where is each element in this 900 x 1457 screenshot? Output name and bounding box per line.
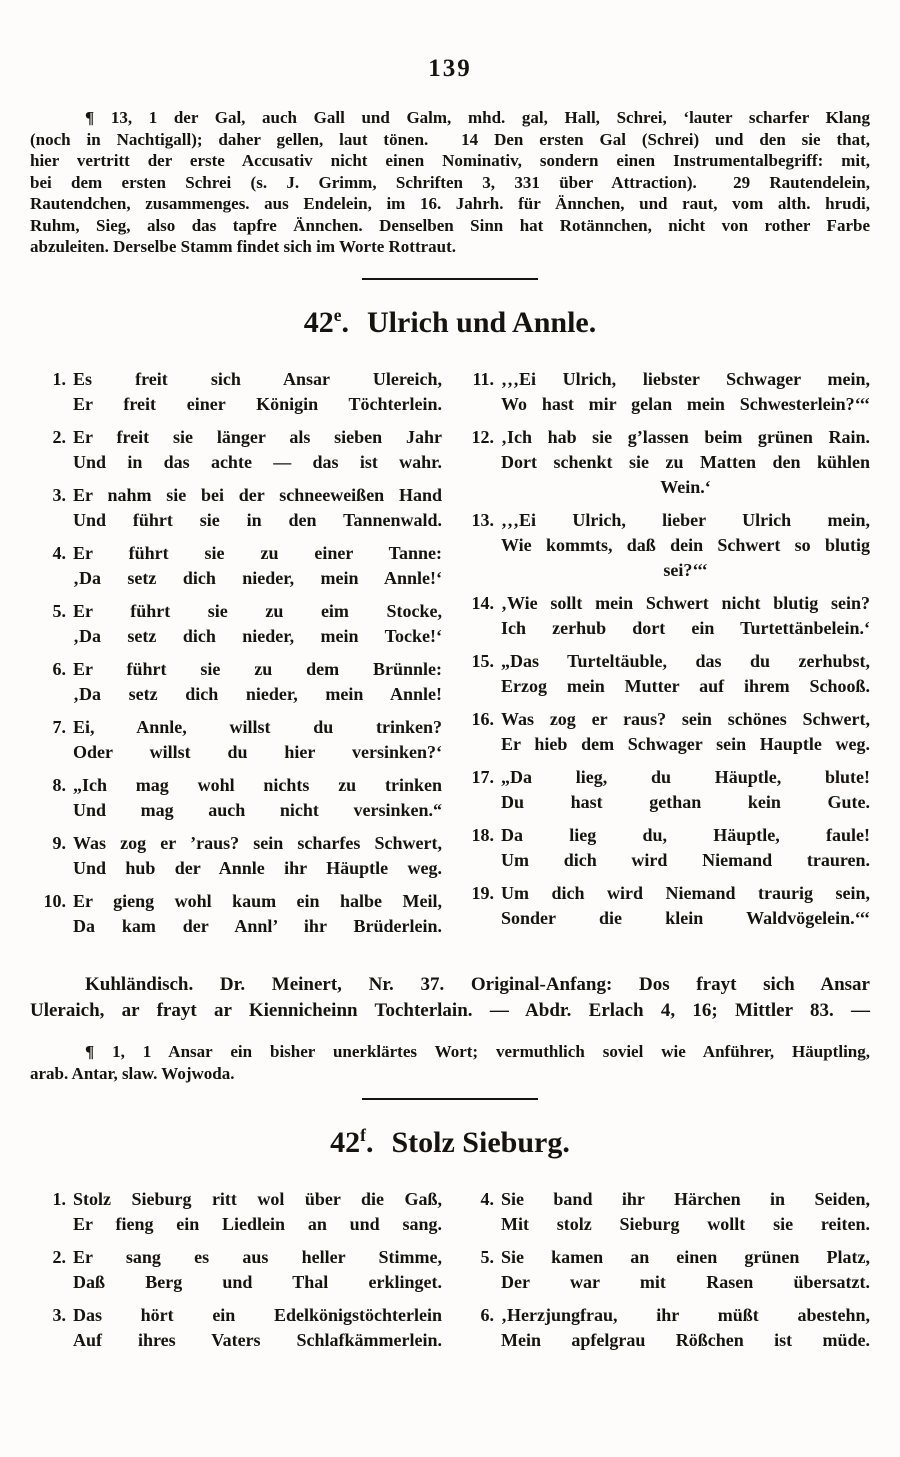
verse-line: Sie kamen an einen grünen Platz, [501,1246,870,1267]
song2-verses [30,1187,870,1353]
verse-number: 9. [52,832,66,853]
verse-line: Auf ihres Vaters Schlafkämmerlein. [73,1329,442,1350]
stanza [30,831,442,881]
verse-number: 2. [52,1246,66,1267]
verse-number: 17. [471,766,494,787]
note-line: ¶ 1, 1 Ansar ein bisher unerklärtes Wort; vermuthlich soviel wie Anführer, Häuptling, [85,1041,870,1061]
verse-line: Wo hast mir gelan mein Schwesterlein?‘‘‘ [501,393,870,414]
verse-line: Er führt sie zu einer Tanne: [73,542,442,563]
song2-number-sup: f [360,1124,366,1145]
section-divider [362,1098,538,1100]
verse-lines [501,707,870,757]
verse-lines [73,367,442,417]
verse-number: 12. [471,426,494,447]
note-line: Uleraich, ar frayt ar Kiennicheinn Tochterlain. — Abdr. Erlach 4, 16; Mittler 83. — [30,999,870,1021]
verse-line: Das hört ein Edelkönigstöchterlein [73,1304,442,1325]
source-attribution [30,972,870,1024]
verse-lines [73,599,442,649]
verse-number: 3. [52,1304,66,1325]
stanza [458,1245,870,1295]
verse-line: Und in das achte — das ist wahr. [73,451,442,472]
song2-number: 42 [330,1125,361,1159]
verse-line: ‚‚‚Ei Ulrich, lieber Ulrich mein, [501,509,870,530]
verse-line: Sonder die klein Waldvögelein.‘‘‘ [501,907,870,928]
verse-number: 11. [472,368,494,389]
verse-line: Er nahm sie bei der schneeweißen Hand [73,484,442,505]
verse-lines [501,649,870,699]
stanza [458,881,870,931]
stanza [458,649,870,699]
verse-number: 4. [52,542,66,563]
verse-line: Sie band ihr Härchen in Seiden, [501,1188,870,1209]
verse-line: Da lieg du, Häuptle, faule! [501,824,870,845]
stanza [30,1187,442,1237]
verse-lines [73,657,442,707]
song2-column-right [458,1187,870,1353]
stanza [30,889,442,939]
verse-lines [73,483,442,533]
song1-name: Ulrich und Annle. [367,305,597,339]
verse-line: Er gieng wohl kaum ein halbe Meil, [73,890,442,911]
verse-lines [501,367,870,417]
song1-number-dot: . [341,305,349,339]
stanza [30,657,442,707]
stanza [458,591,870,641]
stanza [30,1303,442,1353]
verse-lines [501,765,870,815]
verse-number: 7. [52,716,66,737]
verse-lines [501,1245,870,1295]
footnote-annotation [30,1041,870,1085]
verse-lines [73,715,442,765]
verse-line: ‚‚‚Ei Ulrich, liebster Schwager mein, [501,368,870,389]
verse-line: ‚Da setz dich nieder, mein Tocke!‘ [73,625,442,646]
stanza [458,823,870,873]
verse-line: Ei, Annle, willst du trinken? [73,716,442,737]
verse-number: 16. [471,708,494,729]
verse-line: Dort schenkt sie zu Matten den kühlen [501,451,870,472]
song2-column-left [30,1187,442,1353]
verse-line: Da kam der Annl’ ihr Brüderlein. [73,915,442,936]
verse-number: 15. [471,650,494,671]
verse-lines [501,881,870,931]
verse-line: ‚Herzjungfrau, ihr müßt abestehn, [501,1304,870,1325]
verse-line: ‚Da setz dich nieder, mein Annle!‘ [73,567,442,588]
note-line: hier vertritt der erste Accusativ nicht einen Nominativ, sondern einen Instrumentalbegriff: mit, [30,151,870,170]
verse-number: 19. [471,882,494,903]
song1-column-left [30,367,442,939]
verse-number: 5. [52,600,66,621]
verse-lines [73,889,442,939]
note-line: Kuhländisch. Dr. Meinert, Nr. 37. Original-Anfang: Dos frayt sich Ansar [85,973,870,995]
note-line: bei dem ersten Schrei (s. J. Grimm, Schriften 3, 331 über Attraction). 29 Rautendelein, [30,172,870,192]
verse-line: Er hieb dem Schwager sein Hauptle weg. [501,733,870,754]
verse-line: Du hast gethan kein Gute. [501,791,870,812]
note-line: ¶ 13, 1 der Gal, auch Gall und Galm, mhd. gal, Hall, Schrei, ‘lauter scharfer Klang [85,108,870,127]
song1-number-sup: e [333,304,342,325]
song1-title [30,305,870,341]
verse-number: 8. [52,774,66,795]
verse-lines [501,591,870,641]
verse-line: Was zog er raus? sein schönes Schwert, [501,708,870,729]
verse-line: Was zog er ’raus? sein scharfes Schwert, [73,832,442,853]
verse-lines [73,1245,442,1295]
book-page [30,0,870,1353]
verse-lines [73,773,442,823]
note-line: Rautendchen, zusammenges. aus Endelein, im 16. Jahrh. für Ännchen, und raut, vom alth. hrudi, [30,194,870,213]
verse-line: Und hub der Annle ihr Häuptle weg. [73,857,442,878]
stanza [30,599,442,649]
song1-verses [30,367,870,939]
verse-lines [73,1303,442,1353]
verse-line: Um dich wird Niemand traurig sein, [501,882,870,903]
verse-line: Ich zerhub dort ein Turtettänbelein.‘ [501,617,870,638]
verse-line: Mein apfelgrau Rößchen ist müde. [501,1329,870,1350]
verse-line: Wein.‘ [660,476,711,497]
stanza [458,367,870,417]
verse-number: 2. [52,426,66,447]
verse-line: „Ich mag wohl nichts zu trinken [73,774,442,795]
section-divider [362,278,538,280]
verse-number: 14. [471,592,494,613]
stanza [30,425,442,475]
verse-line: Der war mit Rasen übersatzt. [501,1271,870,1292]
verse-lines [73,541,442,591]
stanza [458,707,870,757]
song2-name: Stolz Sieburg. [391,1125,570,1159]
verse-number: 1. [52,368,66,389]
verse-line: Er freit sie länger als sieben Jahr [73,426,442,447]
stanza [30,367,442,417]
verse-number: 1. [52,1188,66,1209]
stanza [458,508,870,583]
song1-column-right [458,367,870,939]
note-line: abzuleiten. Derselbe Stamm findet sich im Worte Rottraut. [30,237,457,256]
page-number: 139 [428,55,472,82]
verse-line: ‚Wie sollt mein Schwert nicht blutig sein? [501,592,870,613]
verse-line: Und mag auch nicht versinken.“ [73,799,442,820]
top-annotation-note [30,107,870,258]
verse-line: Er fieng ein Liedlein an und sang. [73,1213,442,1234]
verse-line: Er sang es aus heller Stimme, [73,1246,442,1267]
verse-line: Daß Berg und Thal erklinget. [73,1271,442,1292]
verse-lines [501,823,870,873]
stanza [458,765,870,815]
song1-number: 42 [303,305,334,339]
verse-line: Oder willst du hier versinken?‘ [73,741,442,762]
verse-lines [73,425,442,475]
stanza [30,773,442,823]
stanza [30,541,442,591]
verse-lines [501,1303,870,1353]
verse-line: „Das Turteltäuble, das du zerhubst, [501,650,870,671]
verse-lines [501,508,870,583]
verse-number: 18. [471,824,494,845]
verse-line: Wie kommts, daß dein Schwert so blutig [501,534,870,555]
song2-title [30,1125,870,1161]
song2-number-dot: . [365,1125,374,1159]
verse-number: 6. [52,658,66,679]
verse-line: „Da lieg, du Häuptle, blute! [501,766,870,787]
verse-line: Um dich wird Niemand trauren. [501,849,870,870]
note-line: Ruhm, Sieg, also das tapfre Ännchen. Denselben Sinn hat Rotännchen, nicht von rother Farbe [30,215,870,235]
note-line: arab. Antar, slaw. Wojwoda. [30,1063,235,1083]
stanza [30,715,442,765]
verse-line: Erzog mein Mutter auf ihrem Schooß. [501,675,870,696]
verse-number: 5. [480,1246,494,1267]
stanza [30,1245,442,1295]
stanza [30,483,442,533]
verse-lines [501,1187,870,1237]
verse-line: Es freit sich Ansar Ulereich, [73,368,442,389]
verse-line: sei?‘‘‘ [663,559,708,580]
verse-lines [73,1187,442,1237]
stanza [458,1303,870,1353]
verse-line: ‚Ich hab sie g’lassen beim grünen Rain. [501,426,870,447]
verse-line: Er führt sie zu eim Stocke, [73,600,442,621]
verse-number: 3. [52,484,66,505]
verse-lines [501,425,870,500]
stanza [458,425,870,500]
verse-line: Er führt sie zu dem Brünnle: [73,658,442,679]
verse-line: Und führt sie in den Tannenwald. [73,509,442,530]
note-line: (noch in Nachtigall); daher gellen, laut tönen. 14 Den ersten Gal (Schrei) und den sie that, [30,129,870,149]
verse-line: Stolz Sieburg ritt wol über die Gaß, [73,1188,442,1209]
verse-number: 13. [471,509,494,530]
verse-number: 6. [480,1304,494,1325]
verse-line: Mit stolz Sieburg wollt sie reiten. [501,1213,870,1234]
verse-line: ‚Da setz dich nieder, mein Annle! [73,683,442,704]
verse-lines [73,831,442,881]
verse-number: 10. [43,890,66,911]
stanza [458,1187,870,1237]
verse-number: 4. [480,1188,494,1209]
verse-line: Er freit einer Königin Töchterlein. [73,393,442,414]
